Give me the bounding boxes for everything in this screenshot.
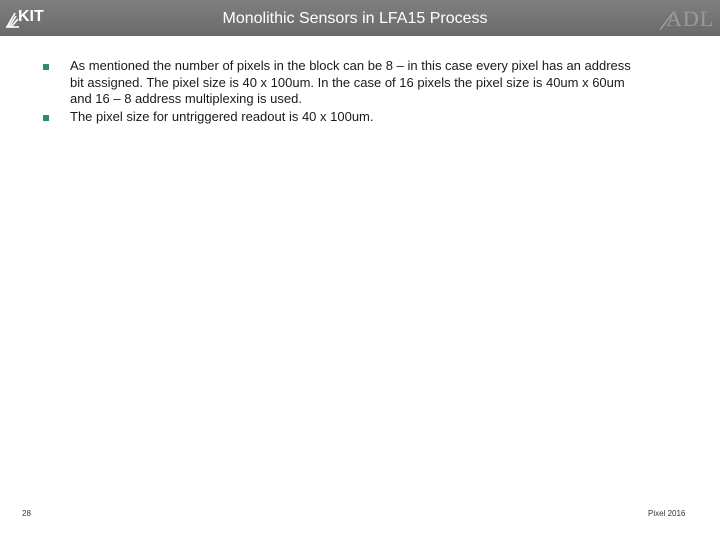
bullet-square-icon (43, 115, 49, 121)
kit-logo-text: KIT (18, 8, 44, 25)
adl-logo-text: ADL (666, 6, 715, 31)
bullet-text: The pixel size for untriggered readout is 40 x 100um. (70, 108, 374, 124)
adl-logo (660, 6, 715, 32)
page-number: 28 (22, 509, 31, 518)
bullet-list (40, 58, 680, 126)
slide-title: Monolithic Sensors in LFA15 Process (222, 10, 488, 27)
bullet-text: As mentioned the number of pixels in the block can be 8 – in this case every pixel has an address bit assigned. The pixel size is 40 x 100um. In the case of 16 pixels the pixel size is 40um x 60um and 16 – 8 address multiplexing is used. (70, 58, 631, 106)
footer-event-label: Pixel 2016 (648, 509, 686, 518)
kit-logo (6, 7, 52, 31)
bullet-square-icon (43, 64, 49, 70)
bullet-item (40, 58, 680, 108)
header-bar (0, 0, 720, 36)
bullet-item (40, 109, 680, 126)
